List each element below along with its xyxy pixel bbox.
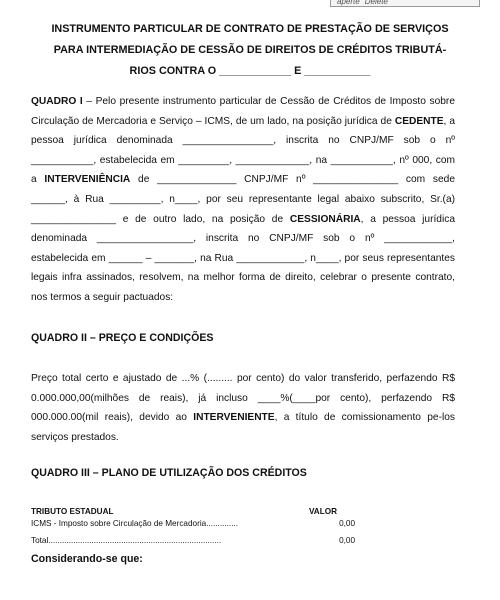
title-line-1: INSTRUMENTO PARTICULAR DE CONTRATO DE PRESTAÇÃO DE SERVIÇOS <box>51 23 449 35</box>
title-line-2: PARA INTERMEDIAÇÃO DE CESSÃO DE DIREITOS DE CRÉDITOS TRIBUTÁ- <box>53 44 447 56</box>
table-row <box>31 535 361 547</box>
quadro-1-text-4: , a pessoa jurídica denominada _________________, inscrita no CNPJ/MF sob o nº ____________, estabelecida em ______ – _______, na Rua ____________, n____, por seus representantes legais infra assinados, resolvem, na melhor forma de direito, celebrar o presente contrato, nos termos a seguir pactuados: <box>31 213 455 303</box>
interveniente-label: INTERVENIENTE <box>193 412 275 424</box>
title-line-3: RIOS CONTRA O ____________ E ___________ <box>129 65 371 77</box>
row-value: 0,00 <box>339 536 355 545</box>
cessionaria-label: CESSIONÁRIA <box>289 213 361 225</box>
row-label: ICMS - Imposto sobre Circulação de Mercadoria.............. <box>31 519 239 528</box>
quadro-3-heading: QUADRO III – PLANO DE UTILIZAÇÃO DOS CRÉDITOS <box>31 467 307 479</box>
column-tributo-estadual: TRIBUTO ESTADUAL <box>31 507 114 516</box>
quadro-1-paragraph <box>31 92 455 308</box>
table-row <box>31 518 361 530</box>
quadro-1-label: QUADRO I <box>31 96 83 107</box>
delete-hint: aperte "Delete" <box>330 0 480 7</box>
contract-title <box>0 19 500 82</box>
credits-table <box>31 506 361 547</box>
considering-heading: Considerando-se que: <box>31 553 143 565</box>
quadro-2-text-1: Preço total certo e ajustado de ...% (......... por cento) do valor transferido, perfazendo R$ 0.000.000,00(milhões de reais), já incluso ____%(____por cento), perfazendo R$ 000.000.00(mil reais), devido ao <box>31 373 455 424</box>
quadro-1-text-1: – Pelo presente instrumento particular de Cessão de Créditos de Imposto sobre Circulação de Mercadoria e Serviço – ICMS, de um lado, na posição jurídica de <box>31 96 455 127</box>
quadro-1-text-2: , a pessoa jurídica denominada ________________, inscrita no CNPJ/MF sob o nº ___________, estabelecida em _________, _____________, na ___________, nº 000, com a <box>31 115 456 186</box>
row-value: 0,00 <box>339 519 355 528</box>
table-header <box>31 506 361 518</box>
quadro-2-text-2: , a título de comissionamento pe-los serviços prestados. <box>31 412 455 443</box>
cedente-label: CEDENTE <box>394 115 444 127</box>
quadro-1-text-3: de ______________ CNPJ/MF nº _______________ com sede ______, à Rua _________, n____, por seu representante legal abaixo subscrito, Sr.(a) _______________ e de outro lado, na posição de <box>31 174 455 225</box>
quadro-2-heading: QUADRO II – PREÇO E CONDIÇÕES <box>31 332 214 344</box>
column-valor: VALOR <box>308 507 337 516</box>
row-label: Total............................................................................ <box>31 536 222 545</box>
quadro-2-paragraph <box>31 369 455 447</box>
interveniencia-label: INTERVENIÊNCIA <box>44 174 131 186</box>
